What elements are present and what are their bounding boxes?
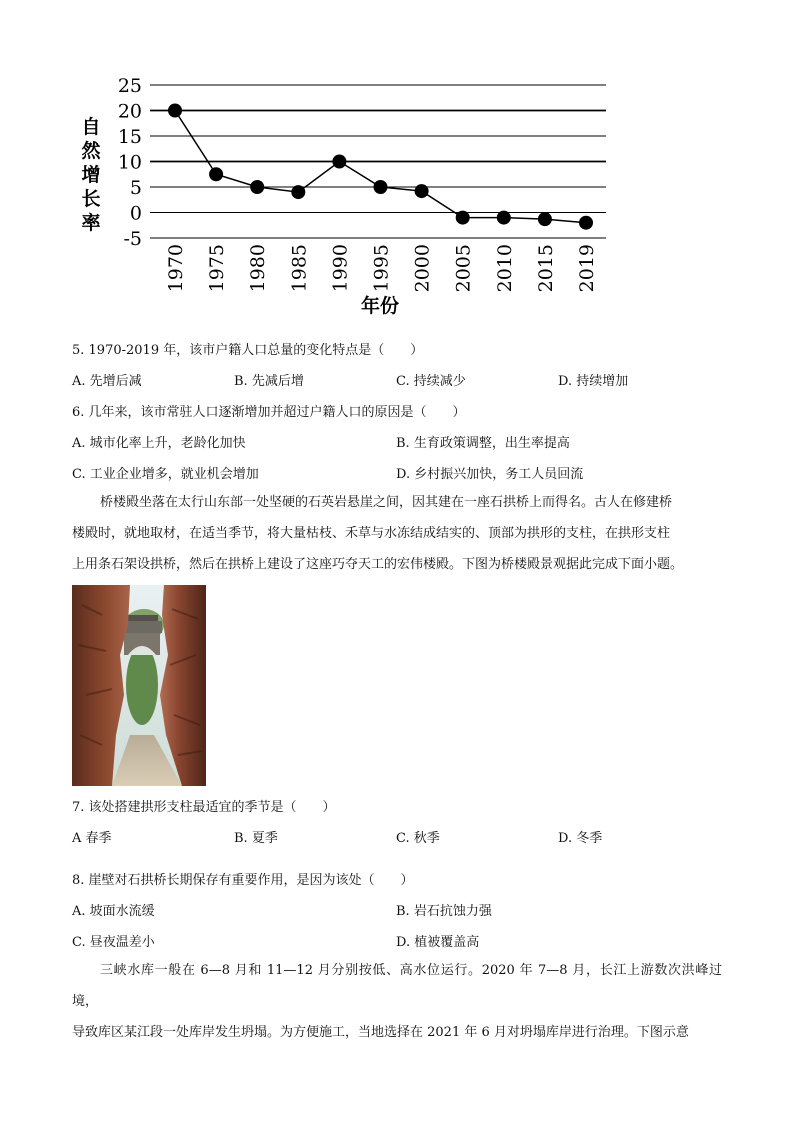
data-point [209,167,223,181]
q7-option-a: A 春季 [72,831,112,846]
y-tick-labels [118,75,142,250]
data-point [456,211,470,225]
q7-option-d: D. 冬季 [558,831,603,846]
passage-qiaolou-hall [72,487,722,580]
chart-gridlines [150,85,606,238]
x-tick-label: 1975 [206,244,229,293]
data-point [538,212,552,226]
y-axis-label-char: 率 [81,212,101,234]
y-tick-label: 20 [117,100,142,123]
q6-option-a: A. 城市化率上升，老龄化加快 [72,436,246,451]
series-line [175,111,586,223]
y-tick-label: 5 [129,177,142,199]
passage-line: 三峡水库一般在 6—8 月和 11—12 月分别按低、高水位运行。2020 年 7—8 月，长江上游数次洪峰过境， [72,963,722,1009]
y-axis-label [81,115,101,234]
q6-option-b: B. 生育政策调整，出生率提高 [396,436,570,451]
x-tick-label: 2010 [493,244,516,293]
y-axis-label-char: 长 [81,188,101,210]
q6-option-d: D. 乡村振兴加快，务工人员回流 [396,467,584,482]
question-8-stem: 8. 崖壁对石拱桥长期保存有重要作用，是因为该处（ ） [72,873,414,888]
x-tick-label: 1990 [329,244,352,293]
x-tick-label: 2005 [452,244,475,293]
passage-line: 楼殿时，就地取材，在适当季节，将大量枯枝、禾草与水冻结成结实的、顶部为拱形的支柱，在拱形支柱 [72,526,671,541]
x-tick-labels [165,244,598,292]
data-point [250,180,264,194]
data-point [332,155,346,169]
data-point [374,180,388,194]
x-tick-label: 1985 [288,244,311,293]
q8-option-c: C. 昼夜温差小 [72,935,155,950]
passage-three-gorges [72,955,722,1048]
x-tick-label: 2015 [534,244,557,293]
data-point [291,185,305,199]
y-axis-label-char: 自 [81,116,101,138]
data-point [497,211,511,225]
series-points [168,104,593,230]
q5-option-d: D. 持续增加 [558,374,629,389]
data-point [168,104,182,118]
question-5-stem: 5. 1970-2019 年，该市户籍人口总量的变化特点是（ ） [72,343,424,358]
q5-option-b: B. 先减后增 [234,374,304,389]
growth-rate-chart [0,0,793,330]
y-tick-label: 10 [117,151,142,174]
q8-option-b: B. 岩石抗蚀力强 [396,904,492,919]
q7-option-c: C. 秋季 [396,831,440,846]
passage-line: 上用条石架设拱桥，然后在拱桥上建设了这座巧夺天工的宏伟楼殿。下图为桥楼殿景观据此完成下面小题。 [72,557,684,572]
q6-option-c: C. 工业企业增多，就业机会增加 [72,467,259,482]
qiaolou-hall-photo [72,585,206,786]
q8-option-d: D. 植被覆盖高 [396,935,480,950]
question-6-stem: 6. 几年来，该市常驻人口逐渐增加并超过户籍人口的原因是（ ） [72,405,466,420]
y-axis-label-char: 增 [81,164,101,186]
x-axis-label: 年份 [360,295,400,317]
x-tick-label: 1980 [247,244,270,293]
y-axis-label-char: 然 [81,140,101,162]
question-7-stem: 7. 该处搭建拱形支柱最适宜的季节是（ ） [72,800,336,815]
q8-option-a: A. 坡面水流缓 [72,904,155,919]
x-tick-label: 1995 [370,244,393,293]
passage-line: 桥楼殿坐落在太行山东部一处坚硬的石英岩悬崖之间，因其建在一座石拱桥上而得名。古人在修建桥 [100,495,673,510]
y-tick-label: 15 [117,126,142,148]
q5-option-a: A. 先增后减 [72,374,142,389]
x-tick-label: 2019 [576,244,598,293]
y-tick-label: -5 [123,228,142,250]
data-point [579,216,593,230]
q7-option-b: B. 夏季 [234,831,278,846]
y-tick-label: 0 [129,202,142,225]
passage-line: 导致库区某江段一处库岸发生坍塌。为方便施工，当地选择在 2021 年 6 月对坍塌库岸进行治理。下图示意 [72,1025,689,1040]
y-tick-label: 25 [117,75,142,97]
x-tick-label: 2000 [411,244,434,293]
q5-option-c: C. 持续减少 [396,374,466,389]
x-tick-label: 1970 [165,244,187,293]
data-point [415,184,429,198]
